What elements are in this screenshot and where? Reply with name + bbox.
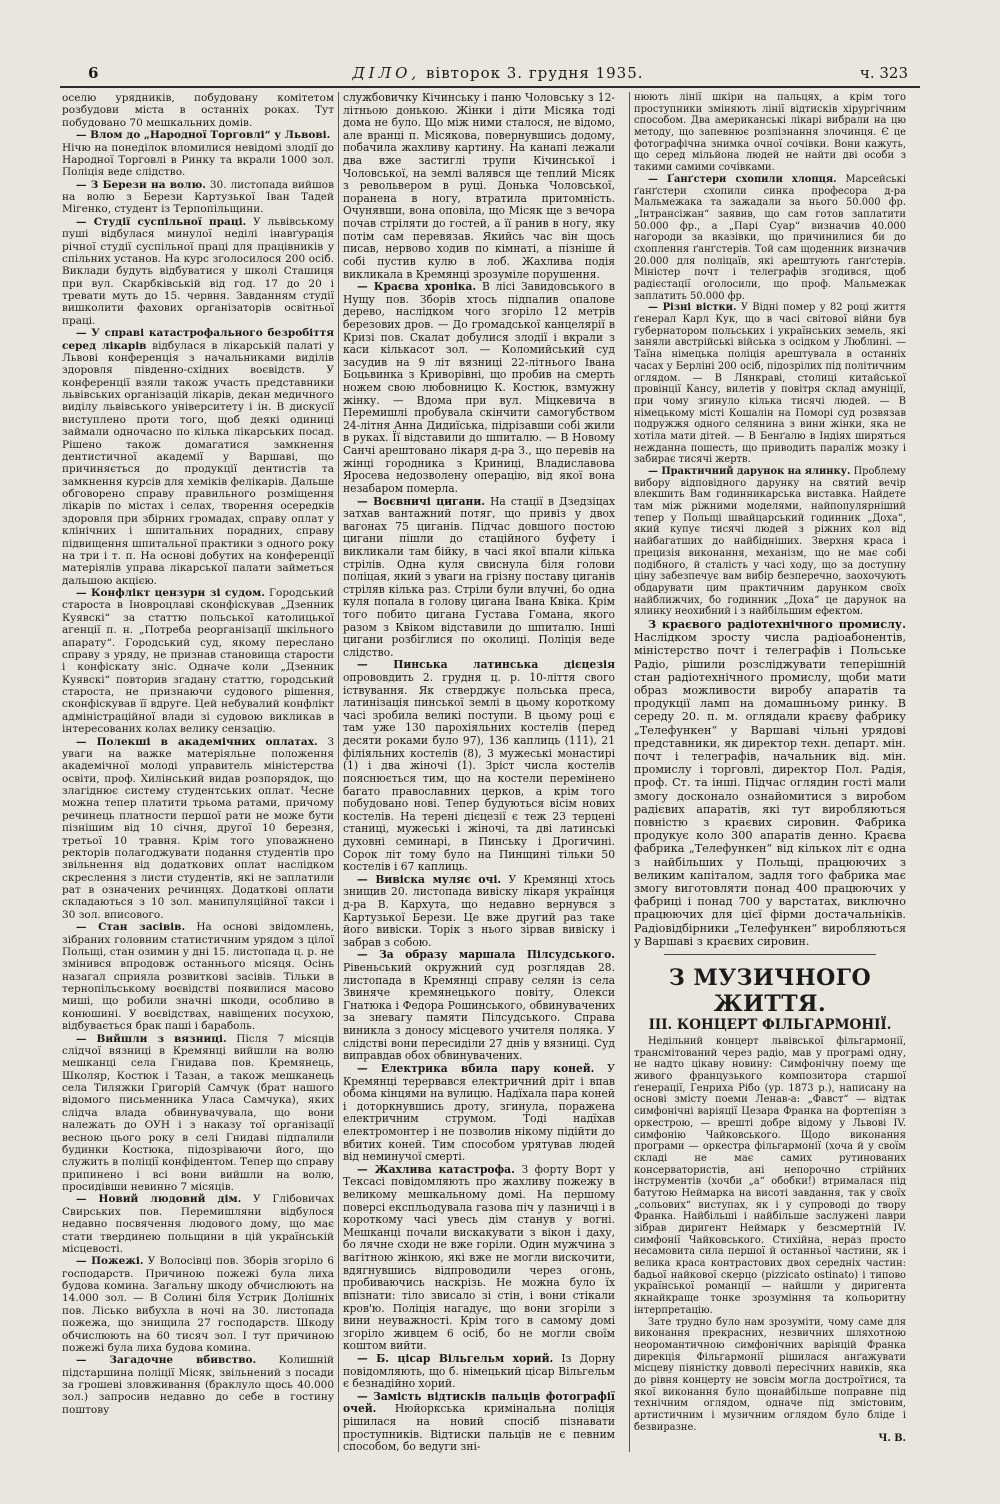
column-3 (634, 92, 906, 1445)
article-headline: — Стан засівів. (76, 921, 186, 934)
article-headline: — Влом до „Народної Торговлі“ у Львові. (76, 129, 331, 142)
article-text: Зате трудно було нам зрозуміти, чому саме для виконання прекрасних, незвичних шляхотною неоромантичною симфонічних варіяцій Франка дирекція Фільгармонії рішилася анґажувати місцеву піяністку довволі пересічних навиків, яка до рівня концерту не зовсім могла достроїтися, та якої виконання було щонайбільше поправне під технічним оглядом, одначе під змістовим, артистичним і музичним оглядом було бліде і безвиразне. (634, 1316, 906, 1433)
article-headline: З краєвого радіотехнічного промислу. (648, 616, 906, 631)
column-1 (62, 92, 334, 1416)
article-headline: — Пинська латинська дієцезія (357, 658, 615, 672)
article-headline: — Різні вістки. (648, 302, 737, 314)
article-text: У львівському пуші відбулася минулої неділі інавґурація річної студії суспільної праці для працівників у спільних установ. На курс зголосилося 200 осіб. Виклади будуть відбуватися у школі Сташиця при вул. Скарбківській від год. 17 до 20 і тревати муть до 15. червня. Завданням студії вишколити фахових організаторів освітньої праці. (62, 215, 334, 327)
article-text: Недільний концерт львівської фільгармонії, трансмітований через радіо, мав у програмі одну, не надто цікаву новину: Симфонічну поему ще живого французького композитора старшої ґенерації, Генриха Рібо (ур. 1873 р.), написану на основі змісту поеми Ленав-а: „Фавст“ — відтак симфонічні варіяції Цезара Франка на фортепіян з оркестрою, — врешті добре відому у Львові IV. симфонію Чайковського. Щодо виконання програми — оркестра фільгармонії (хоча й у своїм складі не має самих рутинованих консерватористів, ані непорочно стрійних інструментів (хочби „а“ обобки!) втрималася під батутою Неймарка на висоті завдання, так у своїх „сольових“ виступах, як і у супроводі до твору Франка. Найбільші і найбільше заслужені лаври зібрав диригент Неймарк у безсмертній IV. симфонії Чайковського. Стихійна, нераз просто несамовита сила першої й останньої частини, як і велика краса контрастових двох середніх частин: бадьої найкової скерцо (pizzicato ostinato) і типово української романції — найшли у диригента якнайкраще тонке зрозуміння та кольоритну інтерпретацію. (634, 1036, 906, 1316)
article-text: У Відні помер у 82 році життя ґенерал Карл Кук, що в часі світової війни був губернатором польських і українських земель, які заняли австрійські війська з осідком у Люблині. — Таїна німецька поліція арештувала в останніх часах у Берліні 200 осіб, підозрілих під політичним оглядом. — В Лянкраві, столиці китайської провінції Кансу, вилетів у повітря склад амуніції, при чому згинуло кілька тисячі людей. — В німецькому місті Кошалін на Поморі суд розвязав подружжя одного селянина з вини жінки, яка не хотіла мати дітей. — В Бенґалю в Індіях ширяться нежданна пошесть, що приводить параліж мозку і забирає тисячі жертв. (634, 302, 906, 466)
article-text: У Глібовичах Свирських пов. Перемишляни відбулося недавно посвячення людового дому, що має стати твердинею польщини в цій українській місцевості. (62, 1193, 334, 1255)
article-headline: — Замість відтисків пальців фотографії очей. (343, 1389, 615, 1416)
article-headline: — Конфлікт цензури зі судом. (76, 587, 265, 599)
article-text: З уваги на важке матеріяльне положення академічної молоді управитель міністерства освіти, проф. Хилінський видав розпорядок, що злагіднює систему студентських оплат. Чесне можна тепер платити трьома ратами, причому речинець платности першої рати не може бути пізнішим від 10 січня, другої 10 березня, третьої 10 травня. Крім того уповажнено ректорів полагоджувати подання студентів про звільнення від додаткових оплат наслідком скреслення з листи студентів, які не заплатили рат в означених речинцях. Додаткові оплати складаються з 10 зол. манипуляційної такси і 30 зол. вписового. (62, 735, 335, 921)
article-text: відбулася в лікарській палаті у Львові конференція з начальниками виділів здоровля південно-східних воєвідств. У конференції взяли також участь представники львівських організацій лікарів, декан медичного виділу львівського університету і ін. В дискусії виступлено проти того, щоб деякі одиниці займали одночасно по кілька лікарських посад. Рішено також домагатися замкнення дентистичної академії у Варшаві, що причиняється до продукції дентистів та замкнення курсів для хеміків фелікарів. Дальше обговорено справу правильного розміщення лікарів по містах і селах, творення осередків здоровля при збірних громадах, справу оплат у клінічних і шпитальних порадних, справу підвищення шпитальної практики з одного року на три і т. п. На основі добутих на конференції матеріялів управа лікарської палати займеться дальшою акцією. (62, 339, 335, 587)
article-headline: — Пожежі. (76, 1255, 144, 1268)
article-text: На основі звідомлень, зібраних головним статистичним урядом з цілої Польщі, стан озимин у дні 15. листопада ц. р. не змінився впродовж останнього місяця. Осінь назагал сприяла розвиткові засівів. Тільки в тернопільському воєвідстві появилися масово миші, що робили значні шкоди, особливо в конюшині. У воєвідствах, навіщених посухою, відбувається брак паші і бараболь. (62, 921, 334, 1033)
music-section-title: З МУЗИЧНОГО ЖИТТЯ. (668, 965, 872, 1018)
article-text: У Кремянці хтось знищив 20. листопада вивіску лікаря українця д-ра В. Кархута, що недавно вернувся з Картузької Берези. Це вже другий раз таке його вивіски. Торік з нього зірвав вивіску і забрав з собою. (343, 872, 615, 949)
article-text: Із Дорну повідомляють, що б. німецький цісар Вільгельм є безнадійно хорий. (343, 1351, 616, 1391)
column-divider (629, 92, 630, 1452)
article-headline: — У справі катастрофального безробіття серед лікарів (62, 327, 334, 352)
author-signature: Ч. В. (878, 1433, 906, 1445)
article-headline: — Студії суспільної праці. (76, 215, 247, 228)
article-text: У Кремянці терервався електричний дріт і впав обома кінцями на вулицю. Надїхала пара коней і доторкнувшись дроту, згинула, поражена електричним струмом. Тоді надїхав електромонтер і не позволив нікому підійти до вбитих коней. Тим способом урятував людей від неминучої смерті. (343, 1061, 615, 1164)
article-text: службовичку Кічинську і паню Чоловську з 12-літньою донькою. Жінки і діти Місяка тоді дома не було. Що між ними сталося, не відомо, але вранці п. Місякова, повернувшись додому, побачила жахливу картину. На канапі лежали два вже застиглі трупи Кічинської і Чоловської, на землі валявся ще теплий Місяк з револьвером в руці. Донька Чоловської, поранена в ногу, втратила притомність. Очунявши, вона оповіла, що Місяк ще з вечора почав стріляти до гостей, а її ранив в ногу, яку потім сам перевязав. Якийсь час він щось писав, нервово ходив по кімнаті, а пізніше й собі пустив кулю в лоб. Жахлива подія викликала в Кремянці зрозуміле порушення. (343, 91, 615, 281)
article-text: опрововдить 2. грудня ц. р. 10-ліття свого іствування. Як стверджує польська преса, латинізація пинської землі в цьому короткому часі зробила великі поступи. В цьому році є там уже 130 парохіяльних костелів (перед десяти роками було 97), 136 каплиць (111), 21 філіяльних костелів (8), 3 мужеські монастирі (1) і два жіночі (1). Зріст числа костелів пояснюється тим, що на костели перемінено багато православних церков, а крім того побудовано нові. Тепер будуються вісім нових костелів. На терені дієцезії є теж 23 терцені станиці, мужеські і жіночі, та дві латинські духовні семинарі, в Пинську і Дрогичині. Сорок літ тому було на Пинщині тільки 50 костелів і 67 каплиць. (343, 671, 615, 874)
page-header (88, 64, 908, 86)
article-headline: — Вивіска муляє очі. (357, 872, 502, 886)
article-headline: — Ґанґстери схопили хлопця. (648, 173, 837, 185)
article-headline: — Новий людовий дім. (76, 1193, 242, 1206)
issue-number: ч. 323 (859, 64, 908, 82)
article-headline: — Краєва хроніка. (357, 280, 477, 294)
article-text: Наслідком зросту числа радіоабонентів, міністерство почт і телеграфів і Польське Радіо, рішили розсліджувати теперішній стан радіотехнічного промислу, щоби мати образ можливости виробу апаратів та продукції ламп на домашньому ринку. В середу 20. п. м. оглядали краєву фабрику „Телефункен“ у Варшаві чільні урядові представники, як директор техн. департ. мін. почт і телеграфів, начальник від. мін. промислу і торговлі, директор Пол. Радія, проф. Ст. та інші. Підчас оглядин гості мали змогу досконало ознайомитися з виробом радієвих апаратів, які тут виробляються повністю з краєвих сировин. Фабрика продукує коло 300 апаратів денно. Краєва фабрика „Телефункен“ від кількох літ є одна з найбільших у Польщі, працюючих з великим капіталом, задля того фабрика має змогу виготовляти понад 400 працюючих у фабриці і понад 700 у варстатах, виключно працюючих для цієї фірми достачальніків. Радіовідбірники „Телефункен“ виробляються у Варшаві з краєвих сировин. (634, 631, 906, 948)
article-headline: — З Берези на волю. (76, 178, 206, 191)
article-text: Після 7 місяців слідчої вязниці в Кремянці вийшли на волю мешканці села Гнидава пов. Кремянець, Школяр, Костюк і Тазан, а також мешканець села Тиляжки Григорій Самчук (брат нашого відомого письменника Уласа Самчука), яких слідча влада обвинувачувала, що вони належать до ОУН і з наказу тої організації весною цього року в селі Гнидаві підпалили будинки Костюка, підозріваючи його, що служить в поліції конфідентом. Тепер що справу припинено і всі вони вийшли на волю, просидівши невинно 7 місяців. (62, 1032, 334, 1193)
column-2 (343, 92, 615, 1454)
article-text: оселю урядників, побудовану комітетом розбудови міста в останніх роках. Тут побудовано 70 мешкальних домів. (62, 92, 334, 129)
article-headline: — Воєвничі цигани. (357, 494, 486, 508)
article-text: Колишній підстаршина поліції Місяк, звільнений з посади за грошеві зловживання (браклуло щось 40.000 зол.) запросив недавно до себе в гостину поштову (62, 1354, 334, 1416)
article-headline: — Загадочне вбивство. (76, 1354, 257, 1367)
article-text: На стації в Дзедзіцах затхав вантажний потяг, що привіз у двох вагонах 75 циганів. Підчас довшого постою цигани пішли до стаційного буфету і викликали там бійку, в часі якої впали кілька стрілів. Одна куля свиснула біля голови поліцая, який з уваги на грізну поставу циганів стріляв кілька раз. Стріли були влучні, бо одна куля попала в голову цигана Івана Квіка. Крім того побито цигана Густава Гомана, якого разом з Квіком відставили до шпиталю. Інші цигани розбіглися по околиці. Поліція веде слідство. (343, 494, 616, 659)
article-headline: — Жахлива катастрофа. (357, 1162, 515, 1176)
article-text: Рівеньський окружний суд розглядав 28. листопада в Кремянці справу селян із села Звиняче кремянецького повіту, Олекси Гнатюка і Федора Рошинського, обвинувачених за зневагу памяти Пілсудського. Справа виникла з доносу місцевого учителя поляка. У слідстві вони пересиділи 27 днів у вязниці. Суд виправдав обох обвинувачених. (343, 961, 615, 1063)
article-text: Проблему вибору відповідного дарунку на святий вечір влекшить Вам годинникарська виставка. Найдете там між ріжними моделями, найпопулярніший тепер у Польщі швайцарський годинник „Доха“, який купує тисячі людей з ріжних кол від найбагатших до найбідніших. Зверхня краса і прецизія виконання, механізм, що не має собі подібного, й сталість у часі ходу, що за доступну ціну забезпечує вам вибір безперечно, заохочують обдарувати цим практичним дарунком своїх найближчих, бо годинник „Доха“ це дарунок на ялинку неохибний і з найбільшим ефектом. (634, 466, 906, 618)
article-text: Марсейські ґанґстери схопили синка професора д-ра Мальмежака та зажадали за нього 50.000 фр. „Інтрансіжан“ заявив, що сам готов заплатити 50.000 фр., а „Парі Суар“ визначив 40.000 нагороди за вказівки, що причинилися би до схоплення ґанґстерів. Той сам щоденник визначив 20.000 для поліцаїв, які арештують ґанґстерів. Міністер почт і телеграфів згодився, щоб радієстації оголосили, що проф. Мальмежак заплатить 50.000 фр. (634, 173, 906, 302)
article-headline: — Електрика вбила пару коней. (357, 1061, 595, 1075)
section-divider (664, 954, 876, 955)
article-headline: — Б. цісар Вільгельм хорий. (357, 1351, 554, 1365)
article-headline: — Полекші в академічних оплатах. (76, 735, 318, 748)
article-headline: — За образу маршала Пілсудського. (357, 948, 615, 962)
article-text: У Волосівці пов. Зборів згоріло 6 господарств. Причиною пожежі була лиха будова комина. Загальну шкоду обчислюють на 14.000 зол. — В Солині біля Устрик Долішніх пов. Лісько вибухла в ночі на 30. листопада пожежа, що знищила 27 господарств. Шкоду обчислюють на 60 тисяч зол. І тут причиною пожежі була лиха будова комина. (62, 1255, 334, 1354)
article-headline: — Вийшли з вязниці. (76, 1032, 227, 1045)
page-number: 6 (88, 64, 99, 82)
article-text: З форту Ворт у Тексасі повідомляють про жахливу пожежу в великому мешкальному домі. На першому поверсі експльодувала газова піч у лазничці і в короткому часі увесь дім станув у вогні. Мешканці почали вискакувати з вікон і даху, бо лячне сходи не вже горіли. Один мужчина з вагітною жінкою, які вже не могли вискочити, вдягнувшись відпроводили через огонь, пробиваючись наскрізь. Не можна було їх впізнати: тіло звисало зі стін, і вони стікали кров'ю. Поліція нагадує, що вони згоріли з вини неуважності. Крім того в самому домі згоріло живцем 6 осіб, бо не могли своїм коштом вийти. (343, 1162, 616, 1353)
article-text: Нюйоркська кримінальна поліція рішилася на новий спосіб пізнавати проступників. Відтиски пальців не є певним способом, бо ведуги зні- (343, 1402, 615, 1454)
article-headline: — Практичний дарунок на ялинку. (648, 466, 851, 477)
issue-date: вівторок 3. грудня 1935. (425, 64, 644, 82)
article-text: нюють лінії шкіри на пальцях, а крім того проступники зміняють лінії відтисків хірургічним способом. Два американські лікарі вибрали на цю методу, що запевнює розпізнання злочинця. Є це фотографічна знимка очної сочівки. Вони кажуть, що серед мільйона людей не найти дві особи з такими самими сочівками. (634, 92, 906, 174)
article-text: В лісі Завидовського в Нущу пов. Зборів хтось підпалив опалове дерево, наслідком чого згоріло 12 метрів березових дров. — До громадської канцелярії в Кризі пов. Скалат добулися злодії і вкрали з каси кількасот зол. — Коломийський суд засудив на 9 літ вязниці 22-літнього Івана Боцьвинка з Криворівні, що пробив на смерть ножем свою любовницю К. Костюк, взмужну жінку. — Вдома при вул. Міцкевича в Перемишлі пробувала скінчити самогубством 24-літня Анна Дидиїська, підрізавши собі жили в руках. Її відставили до шпиталю. — В Новому Санчі арештовано лікаря д-ра З., що перевів на жінці городника з Криниці, Владиславова Яросева недозволену операцію, від якої вона незабаром померла. (343, 280, 615, 495)
article-text: Городський староста в Іновроцлаві сконфіскував „Дзенник Куявскі“ за статтю польської католицької агенції п. н. „Потреба реорганізації шкільного апарату“. Городський суд, якому переслано справу з уряду, не признав становища старости і конфіскату зніс. Одначе коли „Дзенник Куявскі“ повторив згадану статтю, городський староста, не признаючи судового рішення, сконфіскував її вдруге. Цей небувалий конфлікт адміністраційної влади зі судовою викликав в інтересованих колах велику сензацію. (62, 587, 334, 736)
column-divider (338, 92, 339, 1452)
paper-title: ДІЛО, (352, 64, 421, 82)
masthead (88, 64, 908, 82)
header-rule (60, 86, 920, 88)
article-text: 30. листопада вийшов на волю з Берези Картузької Іван Тадей Мігенко, студент із Терпопільщини. (62, 178, 334, 216)
music-section-subtitle: III. КОНЦЕРТ ФІЛЬГАРМОНІЇ. (648, 1017, 892, 1034)
article-text: Нічю на понеділок вломилися невідомі злодії до Народної Торговлі в Ринку та вкрали 1000 зол. Поліція веде слідство. (62, 141, 334, 179)
